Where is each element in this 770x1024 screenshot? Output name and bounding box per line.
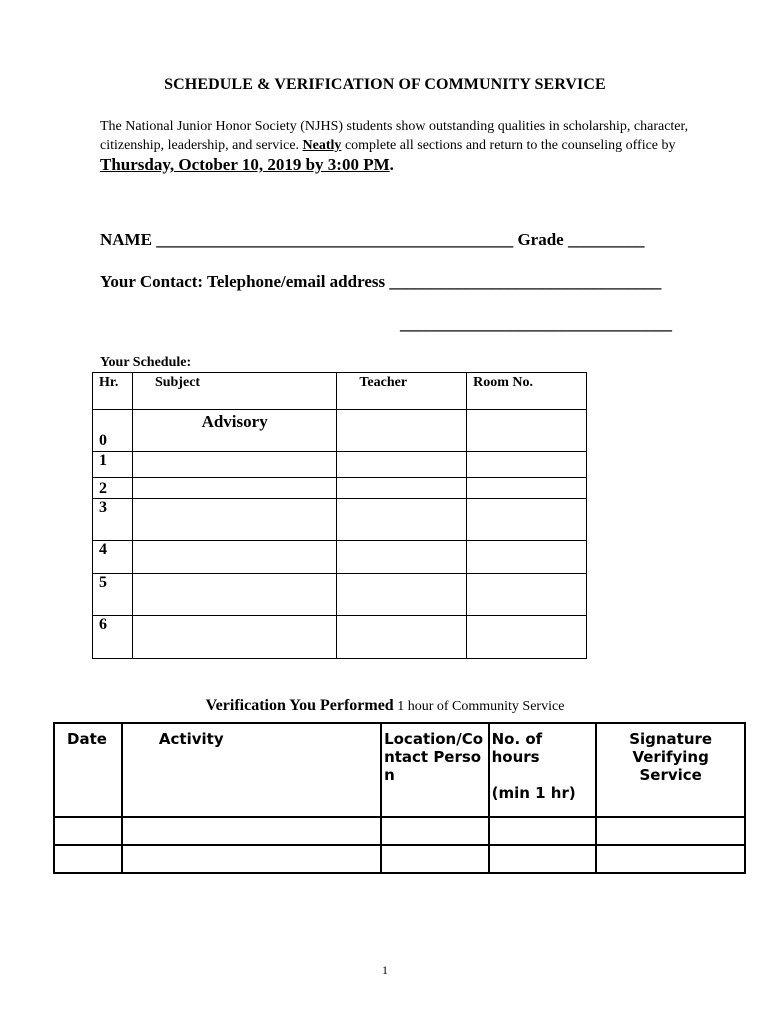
header-room: Room No. xyxy=(467,373,587,410)
room-cell[interactable] xyxy=(467,410,587,452)
hour-cell: 2 xyxy=(93,478,133,499)
table-row xyxy=(93,452,587,478)
location-cell[interactable] xyxy=(381,845,489,873)
room-cell[interactable] xyxy=(467,452,587,478)
location-cell[interactable] xyxy=(381,817,489,845)
schedule-header-row xyxy=(93,373,587,410)
table-row xyxy=(93,616,587,659)
intro-neatly: Neatly xyxy=(302,138,342,153)
header-hours-min: (min 1 hr) xyxy=(491,784,576,802)
activity-cell[interactable] xyxy=(122,817,381,845)
subject-cell[interactable] xyxy=(132,541,336,574)
room-cell[interactable] xyxy=(467,616,587,659)
schedule-label: Your Schedule: xyxy=(100,355,192,370)
table-row xyxy=(93,574,587,616)
intro-text-1: The National Junior Honor Society (NJHS) students show outstanding qualities in scholarship, character, citizenship, leadership, and service. xyxy=(100,119,689,153)
header-hours-label: No. of hours xyxy=(491,730,543,766)
teacher-cell[interactable] xyxy=(337,616,467,659)
page-title: SCHEDULE & VERIFICATION OF COMMUNITY SERVICE xyxy=(164,76,606,93)
signature-cell[interactable] xyxy=(596,845,745,873)
page-number: 1 xyxy=(382,963,388,977)
subject-cell[interactable] xyxy=(132,574,336,616)
hour-cell: 0 xyxy=(93,410,133,452)
intro-text-2: complete all sections and return to the counseling office by xyxy=(341,138,676,153)
room-cell[interactable] xyxy=(467,478,587,499)
header-date: Date xyxy=(54,723,122,817)
teacher-cell[interactable] xyxy=(337,499,467,541)
teacher-cell[interactable] xyxy=(337,478,467,499)
teacher-cell[interactable] xyxy=(337,574,467,616)
table-row xyxy=(54,845,745,873)
verification-header-row xyxy=(54,723,745,817)
header-teacher: Teacher xyxy=(337,373,467,410)
subject-cell[interactable] xyxy=(132,499,336,541)
room-cell[interactable] xyxy=(467,541,587,574)
hours-cell[interactable] xyxy=(489,817,597,845)
intro-paragraph xyxy=(100,117,700,176)
room-cell[interactable] xyxy=(467,499,587,541)
hour-cell: 4 xyxy=(93,541,133,574)
table-row xyxy=(93,410,587,452)
hours-cell[interactable] xyxy=(489,845,597,873)
hour-cell: 6 xyxy=(93,616,133,659)
contact-field-line2[interactable]: ________________________________ xyxy=(400,314,672,333)
verification-title-rest: 1 hour of Community Service xyxy=(393,699,565,714)
table-row xyxy=(54,817,745,845)
intro-deadline: Thursday, October 10, 2019 by 3:00 PM xyxy=(100,155,390,174)
schedule-table xyxy=(92,372,587,659)
teacher-cell[interactable] xyxy=(337,410,467,452)
signature-cell[interactable] xyxy=(596,817,745,845)
intro-end: . xyxy=(389,155,394,174)
verification-table xyxy=(53,722,746,874)
header-activity: Activity xyxy=(122,723,381,817)
hour-cell: 5 xyxy=(93,574,133,616)
subject-cell[interactable] xyxy=(132,478,336,499)
table-row xyxy=(93,541,587,574)
hour-cell: 3 xyxy=(93,499,133,541)
header-hours xyxy=(489,723,597,817)
header-subject: Subject xyxy=(132,373,336,410)
name-grade-field[interactable]: NAME __________________________________________ Grade _________ xyxy=(100,230,645,249)
table-row xyxy=(93,499,587,541)
hour-cell: 1 xyxy=(93,452,133,478)
header-signature: Signature Verifying Service xyxy=(596,723,745,817)
verification-title xyxy=(0,697,770,715)
date-cell[interactable] xyxy=(54,817,122,845)
teacher-cell[interactable] xyxy=(337,541,467,574)
table-row xyxy=(93,478,587,499)
room-cell[interactable] xyxy=(467,574,587,616)
teacher-cell[interactable] xyxy=(337,452,467,478)
header-hr: Hr. xyxy=(93,373,133,410)
advisory-label: Advisory xyxy=(132,410,336,452)
subject-cell[interactable] xyxy=(132,616,336,659)
verification-title-bold: Verification You Performed xyxy=(205,697,394,714)
header-location: Location/Contact Person xyxy=(381,723,489,817)
contact-field[interactable]: Your Contact: Telephone/email address ________________________________ xyxy=(100,272,662,291)
subject-cell[interactable] xyxy=(132,452,336,478)
date-cell[interactable] xyxy=(54,845,122,873)
activity-cell[interactable] xyxy=(122,845,381,873)
